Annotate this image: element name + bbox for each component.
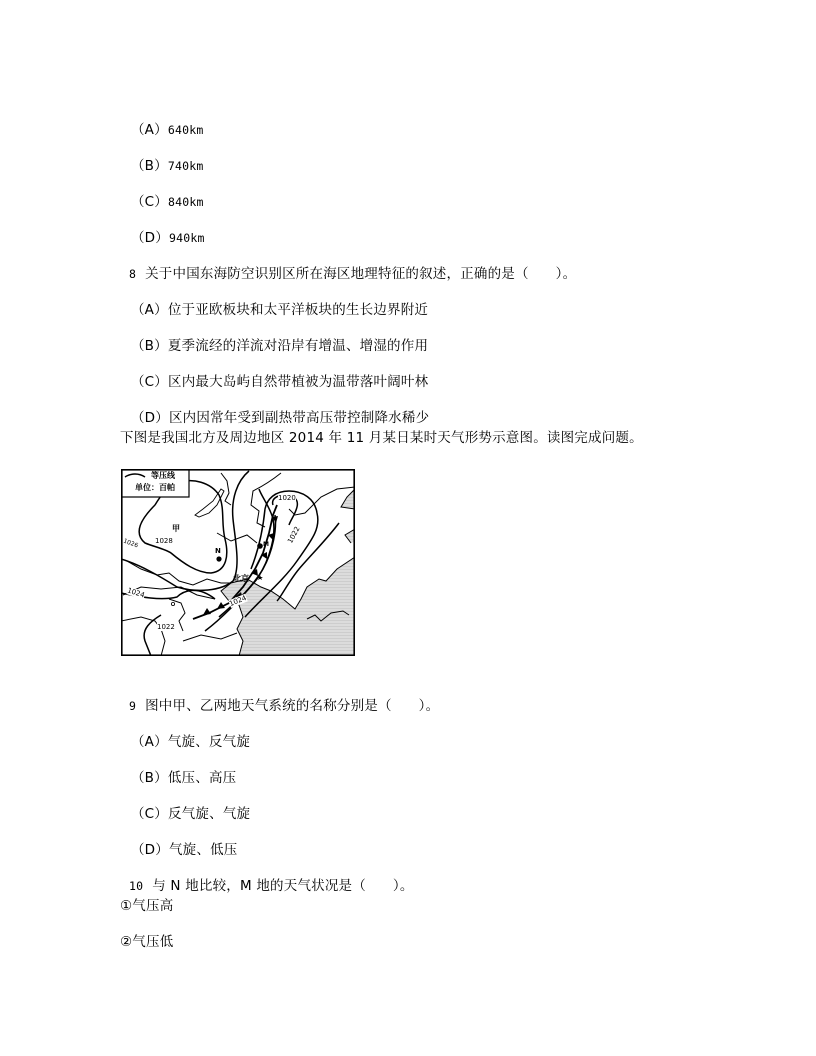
question-text: 与 N 地比较，M 地的天气状况是（ ）。: [152, 878, 414, 894]
option-text: 低压、高压: [167, 770, 237, 786]
isobar-label-1022-left: 1022: [157, 623, 175, 631]
q9-option-b: [122, 754, 236, 786]
weather-map-figure: [121, 469, 355, 656]
option-key: （A）: [130, 122, 168, 138]
point-n-marker: [216, 556, 221, 561]
option-text: 反气旋、气旋: [168, 806, 251, 822]
q9-stem: [120, 682, 439, 714]
option-key: （B）: [130, 158, 168, 174]
isobar-label-1024-left: 1024: [126, 586, 146, 600]
question-number: 9: [128, 699, 137, 713]
option-key: （A）: [130, 302, 168, 318]
question-text: 图中甲、乙两地天气系统的名称分别是（ ）。: [145, 698, 440, 714]
option-key: （C）: [130, 194, 169, 210]
q7-option-b: [122, 142, 203, 174]
q9-option-d: [122, 826, 237, 858]
question-text: 关于中国东海防空识别区所在海区地理特征的叙述，正确的是（ ）。: [145, 266, 577, 282]
q10-item-1: ①气压高: [120, 898, 174, 914]
option-key: （B）: [130, 770, 168, 786]
map-intro-text: 下图是我国北方及周边地区 2014 年 11 月某日某时天气形势示意图。读图完成问题。: [120, 430, 643, 446]
isobar-label-1020: 1020: [278, 494, 296, 502]
q8-option-a: [122, 286, 428, 318]
option-key: （B）: [130, 338, 168, 354]
q7-option-a: [122, 106, 203, 138]
label-beijing: 北京: [233, 574, 249, 583]
option-text: 夏季流经的洋流对沿岸有增温、增湿的作用: [167, 338, 429, 354]
q8-option-d: [122, 394, 429, 426]
option-text: 区内最大岛屿自然带植被为温带落叶阔叶林: [168, 374, 429, 390]
label-jia: 甲: [172, 524, 180, 533]
q10-stem: [120, 862, 414, 894]
option-key: （C）: [130, 806, 169, 822]
option-key: （D）: [130, 842, 169, 858]
q8-option-b: [122, 322, 428, 354]
isobar-label-1022-right: 1022: [286, 525, 302, 545]
q9-option-a: [122, 718, 250, 750]
question-number: 8: [128, 267, 137, 281]
q10-item-2: ②气压低: [120, 934, 174, 950]
option-text: 区内因常年受到副热带高压带控制降水稀少: [168, 410, 430, 426]
point-m-marker: [257, 543, 263, 549]
isobar-label-1028: 1028: [155, 537, 173, 545]
legend-unit-label: 单位：百帕: [135, 483, 175, 492]
q8-stem: [120, 250, 576, 282]
legend-isobar-label: 等压线: [151, 471, 175, 480]
question-number: 10: [128, 879, 144, 893]
option-key: （C）: [130, 374, 169, 390]
option-text: 940km: [168, 231, 205, 245]
q8-option-c: [122, 358, 428, 390]
option-key: （D）: [130, 410, 169, 426]
option-key: （A）: [130, 734, 168, 750]
isobar-label-1026: 1026: [122, 537, 140, 550]
isobar-label-1024-center: 1024: [228, 593, 248, 609]
option-text: 气旋、反气旋: [167, 734, 251, 750]
q9-option-c: [122, 790, 250, 822]
label-n: N: [215, 547, 221, 555]
label-m: M: [263, 541, 269, 548]
option-text: 位于亚欧板块和太平洋板块的生长边界附近: [167, 302, 429, 318]
option-text: 640km: [167, 123, 204, 137]
option-text: 840km: [168, 195, 204, 209]
option-text: 740km: [167, 159, 204, 173]
q7-option-d: [122, 214, 205, 246]
q7-option-c: [122, 178, 204, 210]
option-text: 气旋、低压: [168, 842, 238, 858]
option-key: （D）: [130, 230, 169, 246]
